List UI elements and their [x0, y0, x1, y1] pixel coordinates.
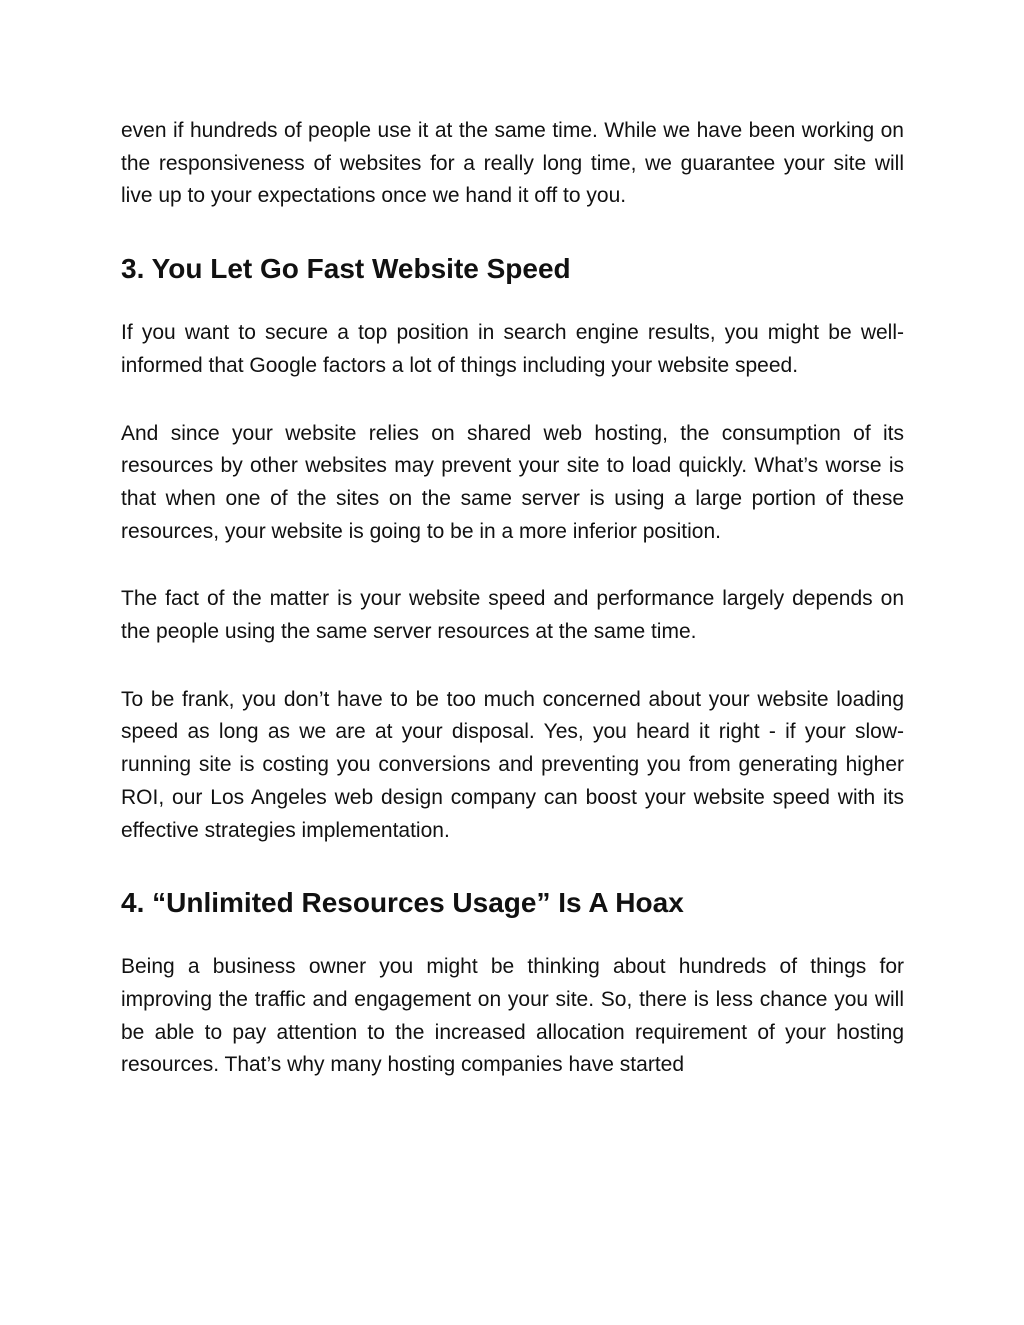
spacer	[121, 920, 904, 951]
spacer	[121, 213, 904, 252]
section-3-paragraph-3: The fact of the matter is your website speed and performance largely depends on the people using the same server resources at the same time.	[121, 587, 904, 644]
spacer	[121, 383, 904, 418]
section-3-paragraph-2: And since your website relies on shared web hosting, the consumption of its resources by other websites may prevent your site to load quickly. What’s worse is that when one of the sites on the same server is using a large portion of these resources, your website is going to be in a more inferior position.	[121, 421, 904, 543]
spacer	[121, 847, 904, 886]
section-4-heading: 4. “Unlimited Resources Usage” Is A Hoax	[121, 887, 684, 919]
spacer	[121, 548, 904, 583]
spacer	[121, 649, 904, 684]
section-3-paragraph-4: To be frank, you don’t have to be too much concerned about your website loading speed as long as we are at your disposal. Yes, you heard it right - if your slow-running site is costing you conversions and preventing you from generating higher ROI, our Los Angeles web design company can boost your website speed with its effective strategies implementation.	[121, 687, 904, 842]
intro-paragraph: even if hundreds of people use it at the same time. While we have been working on the responsiveness of websites for a really long time, we guarantee your site will live up to your expectations once we hand it off to you.	[121, 119, 904, 208]
section-3-paragraph-1: If you want to secure a top position in search engine results, you might be well-informed that Google factors a lot of things including your website speed.	[121, 321, 904, 377]
document-page	[121, 115, 904, 1082]
spacer	[121, 286, 904, 317]
section-3-heading: 3. You Let Go Fast Website Speed	[121, 253, 571, 285]
section-4-paragraph-1: Being a business owner you might be thinking about hundreds of things for improving the traffic and engagement on your site. So, there is less chance you will be able to pay attention to the increased allocation requirement of your hosting resources. That’s why many hosting companies have started	[121, 955, 904, 1077]
